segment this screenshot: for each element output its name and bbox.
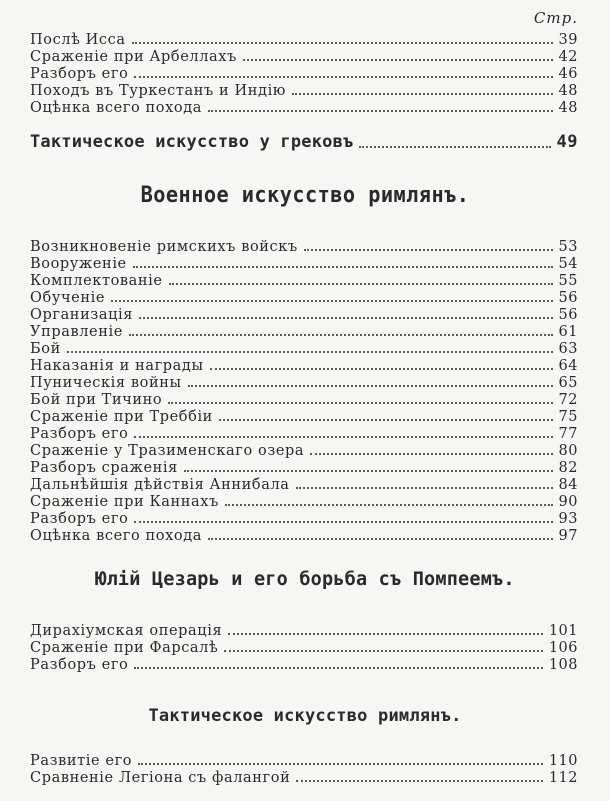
toc-entry-page: 53 [558, 239, 578, 255]
toc-entry-page: 56 [558, 307, 578, 323]
toc-entry [30, 494, 578, 510]
toc-entry-title: Бой [30, 341, 61, 357]
toc-entry [30, 273, 578, 289]
toc-entry-title: Организація [30, 307, 134, 323]
toc-entry-page: 77 [558, 426, 578, 442]
toc-entry-title: Разборъ его [30, 511, 129, 527]
toc-entry-title: Вооруженіе [30, 256, 127, 272]
dot-leader [304, 249, 553, 251]
dot-leader [224, 650, 542, 652]
toc-entry-title: Сраженіе у Тразименскаго озера [30, 443, 305, 459]
dot-leader [210, 368, 553, 370]
dot-leader [134, 521, 552, 523]
dot-leader [243, 59, 553, 61]
dot-leader [296, 487, 553, 489]
toc-entry [30, 83, 578, 99]
toc-entry [30, 770, 578, 786]
dot-leader [225, 504, 553, 506]
dot-leader [132, 42, 553, 44]
toc-entry-title: Дирахіумская операція [30, 623, 223, 639]
toc-entry-page: 72 [558, 392, 578, 408]
toc-entry-title: Разборъ его [30, 66, 129, 82]
toc-entry-page: 75 [558, 409, 578, 425]
section-heading: Военное искусство римлянъ. [140, 183, 470, 208]
toc-section-title: Тактическое искусство у грековъ [30, 132, 354, 152]
toc-entry-page: 112 [548, 770, 578, 786]
dot-leader [208, 110, 553, 112]
dot-leader [292, 93, 553, 95]
toc-entry-page: 39 [558, 32, 578, 48]
toc-entry [30, 290, 578, 306]
toc-entry-page: 108 [548, 657, 578, 673]
toc-entry [30, 623, 578, 639]
toc-entry-title: Управленіе [30, 324, 123, 340]
toc-entry-page: 97 [558, 528, 578, 544]
toc-entry-page: 46 [558, 66, 578, 82]
toc-entry [30, 66, 578, 82]
toc-entry [30, 426, 578, 442]
dot-leader [129, 334, 553, 336]
dot-leader [139, 317, 553, 319]
dot-leader [168, 402, 552, 404]
toc-entry [30, 392, 578, 408]
dot-leader [228, 633, 543, 635]
toc-entry-page: 63 [558, 341, 578, 357]
toc-entry [30, 256, 578, 272]
toc-entry [30, 341, 578, 357]
toc-entry [30, 477, 578, 493]
toc-entry [30, 443, 578, 459]
toc-entry-page: 42 [558, 49, 578, 65]
toc-entry-page: 106 [548, 640, 578, 656]
toc-entry-page: 64 [558, 358, 578, 374]
dot-leader [208, 538, 553, 540]
toc-entry-page: 90 [558, 494, 578, 510]
toc-entry-title: Обученіе [30, 290, 105, 306]
toc-entry [30, 460, 578, 476]
toc-entry-title: Пуническія войны [30, 375, 182, 391]
toc-entry-page: 61 [558, 324, 578, 340]
dot-leader [188, 385, 553, 387]
dot-leader [359, 146, 550, 148]
toc-entry [30, 409, 578, 425]
dot-leader [134, 76, 552, 78]
page-column-header: Стр. [533, 9, 578, 27]
toc-entry-title: Походъ въ Туркестанъ и Индію [30, 83, 287, 99]
toc-entry [30, 49, 578, 65]
dot-leader [133, 266, 553, 268]
toc-entry-title: Дальнѣйшія дѣйствія Аннибала [30, 477, 290, 493]
dot-leader [310, 453, 552, 455]
toc-entry-title: Комплектованіе [30, 273, 163, 289]
toc-entry-page: 48 [558, 100, 578, 116]
toc-entry-title: Сравненіе Легіона съ фалангой [30, 770, 291, 786]
toc-entry-title: Сраженіе при Каннахъ [30, 494, 219, 510]
toc-entry [30, 753, 578, 769]
toc-entry [30, 358, 578, 374]
toc-section-entry [30, 132, 578, 152]
dot-leader [111, 300, 553, 302]
toc-entry-title: Разборъ сраженія [30, 460, 178, 476]
toc-entry [30, 239, 578, 255]
toc-entry-page: 93 [558, 511, 578, 527]
toc-entry [30, 324, 578, 340]
toc-entry-title: Наказанія и награды [30, 358, 204, 374]
dot-leader [296, 780, 542, 782]
dot-leader [169, 283, 553, 285]
toc-entry [30, 32, 578, 48]
toc-entry-title: Оцѣнка всего похода [30, 528, 203, 544]
toc-entry-page: 55 [558, 273, 578, 289]
toc-entry [30, 307, 578, 323]
toc-entry-page: 110 [548, 753, 578, 769]
toc-entry-page: 54 [558, 256, 578, 272]
toc-entry [30, 100, 578, 116]
section-heading: Тактическое искусство римлянъ. [148, 706, 462, 726]
section-heading: Юлій Цезарь и его борьба съ Помпеемъ. [95, 569, 515, 590]
toc-entry-page: 80 [558, 443, 578, 459]
dot-leader [184, 470, 553, 472]
toc-entry [30, 657, 578, 673]
toc-section-page: 49 [556, 132, 578, 152]
toc-entry-page: 84 [558, 477, 578, 493]
toc-entry-page: 65 [558, 375, 578, 391]
toc-entry-title: Разборъ его [30, 657, 129, 673]
toc-entry-title: Сраженіе при Арбеллахъ [30, 49, 237, 65]
toc-entry [30, 511, 578, 527]
toc-entry [30, 528, 578, 544]
toc-entry-title: Послѣ Исса [30, 32, 126, 48]
dot-leader [134, 436, 552, 438]
toc-entry-title: Оцѣнка всего похода [30, 100, 203, 116]
toc-entry-title: Бой при Тичино [30, 392, 163, 408]
toc-entry-title: Разборъ его [30, 426, 129, 442]
dot-leader [67, 351, 553, 353]
dot-leader [219, 419, 553, 421]
toc-entry-page: 82 [558, 460, 578, 476]
toc-entry-title: Сраженіе при Фарсалѣ [30, 640, 219, 656]
toc-entry-title: Сраженіе при Треббіи [30, 409, 213, 425]
toc-entry-page: 48 [558, 83, 578, 99]
dot-leader [134, 667, 542, 669]
toc-entry-title: Развитіе его [30, 753, 133, 769]
toc-entry [30, 375, 578, 391]
toc-entry-title: Возникновеніе римскихъ войскъ [30, 239, 298, 255]
toc-entry-page: 56 [558, 290, 578, 306]
toc-entry [30, 640, 578, 656]
toc-entry-page: 101 [548, 623, 578, 639]
dot-leader [138, 763, 543, 765]
